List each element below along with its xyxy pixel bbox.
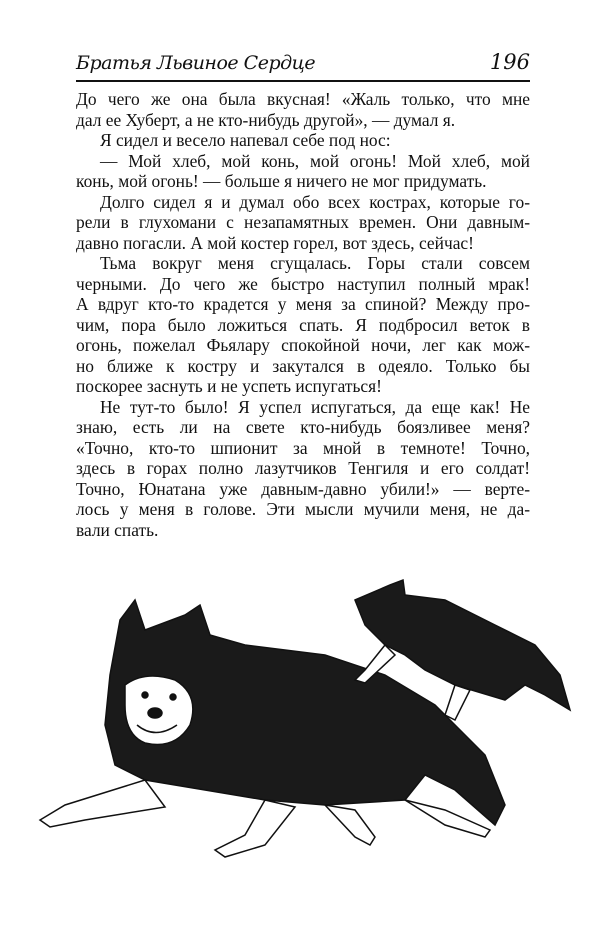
text-line: знаю, есть ли на свете кто-нибудь боязливее меня? bbox=[76, 417, 530, 437]
body-text bbox=[76, 89, 530, 540]
text-line: поскорее заснуть и не успеть испугаться! bbox=[76, 376, 382, 396]
text-line: — Мой хлеб, мой конь, мой огонь! Мой хлеб, мой bbox=[100, 150, 530, 171]
running-header bbox=[76, 50, 530, 78]
header-rule bbox=[76, 80, 530, 82]
text-line: Я сидел и весело напевал себе под нос: bbox=[100, 130, 391, 150]
text-line: Долго сидел я и думал обо всех кострах, которые го- bbox=[100, 191, 530, 212]
text-line: огонь, пожелал Фьялару спокойной ночи, лег как мож- bbox=[76, 335, 530, 355]
text-line: черными. До чего же быстро наступил полный мрак! bbox=[76, 273, 530, 294]
text-line: вали спать. bbox=[76, 519, 159, 540]
text-line: Точно, Юнатана уже давным-давно убили!» — верте- bbox=[76, 478, 530, 499]
text-line: Не тут-то было! Я успел испугаться, да еще как! Не bbox=[100, 396, 530, 417]
text-line: А вдруг кто-то крадется у меня за спиной? Между про- bbox=[76, 294, 530, 314]
text-line: дал ее Хуберт, а не кто-нибудь другой», — думал я. bbox=[76, 109, 456, 130]
text-line: чим, пора было ложиться спать. Я подбросил веток в bbox=[76, 314, 530, 335]
text-line: «Точно, кто-то шпионит за мной в темноте! Точно, bbox=[76, 437, 530, 458]
text-line: конь, мой огонь! — больше я ничего не мог придумать. bbox=[76, 171, 487, 191]
text-line: но ближе к костру и закутался в одеяло. Только бы bbox=[76, 355, 530, 376]
text-line: рели в глухомани с незапамятных времен. Они давным- bbox=[76, 212, 530, 232]
page-number: 196 bbox=[489, 50, 530, 74]
text-line: лось у меня в голове. Эти мысли мучили меня, не да- bbox=[76, 499, 530, 519]
text-line: Тьма вокруг меня сгущалась. Горы стали совсем bbox=[100, 253, 530, 273]
wolves-illustration bbox=[25, 575, 585, 875]
text-line: здесь в горах полно лазутчиков Тенгиля и его солдат! bbox=[76, 458, 530, 478]
book-title: Братья Львиное Сердце bbox=[76, 52, 316, 74]
text-line: До чего же она была вкусная! «Жаль только, что мне bbox=[76, 89, 530, 109]
text-line: давно погасли. А мой костер горел, вот здесь, сейчас! bbox=[76, 232, 474, 253]
